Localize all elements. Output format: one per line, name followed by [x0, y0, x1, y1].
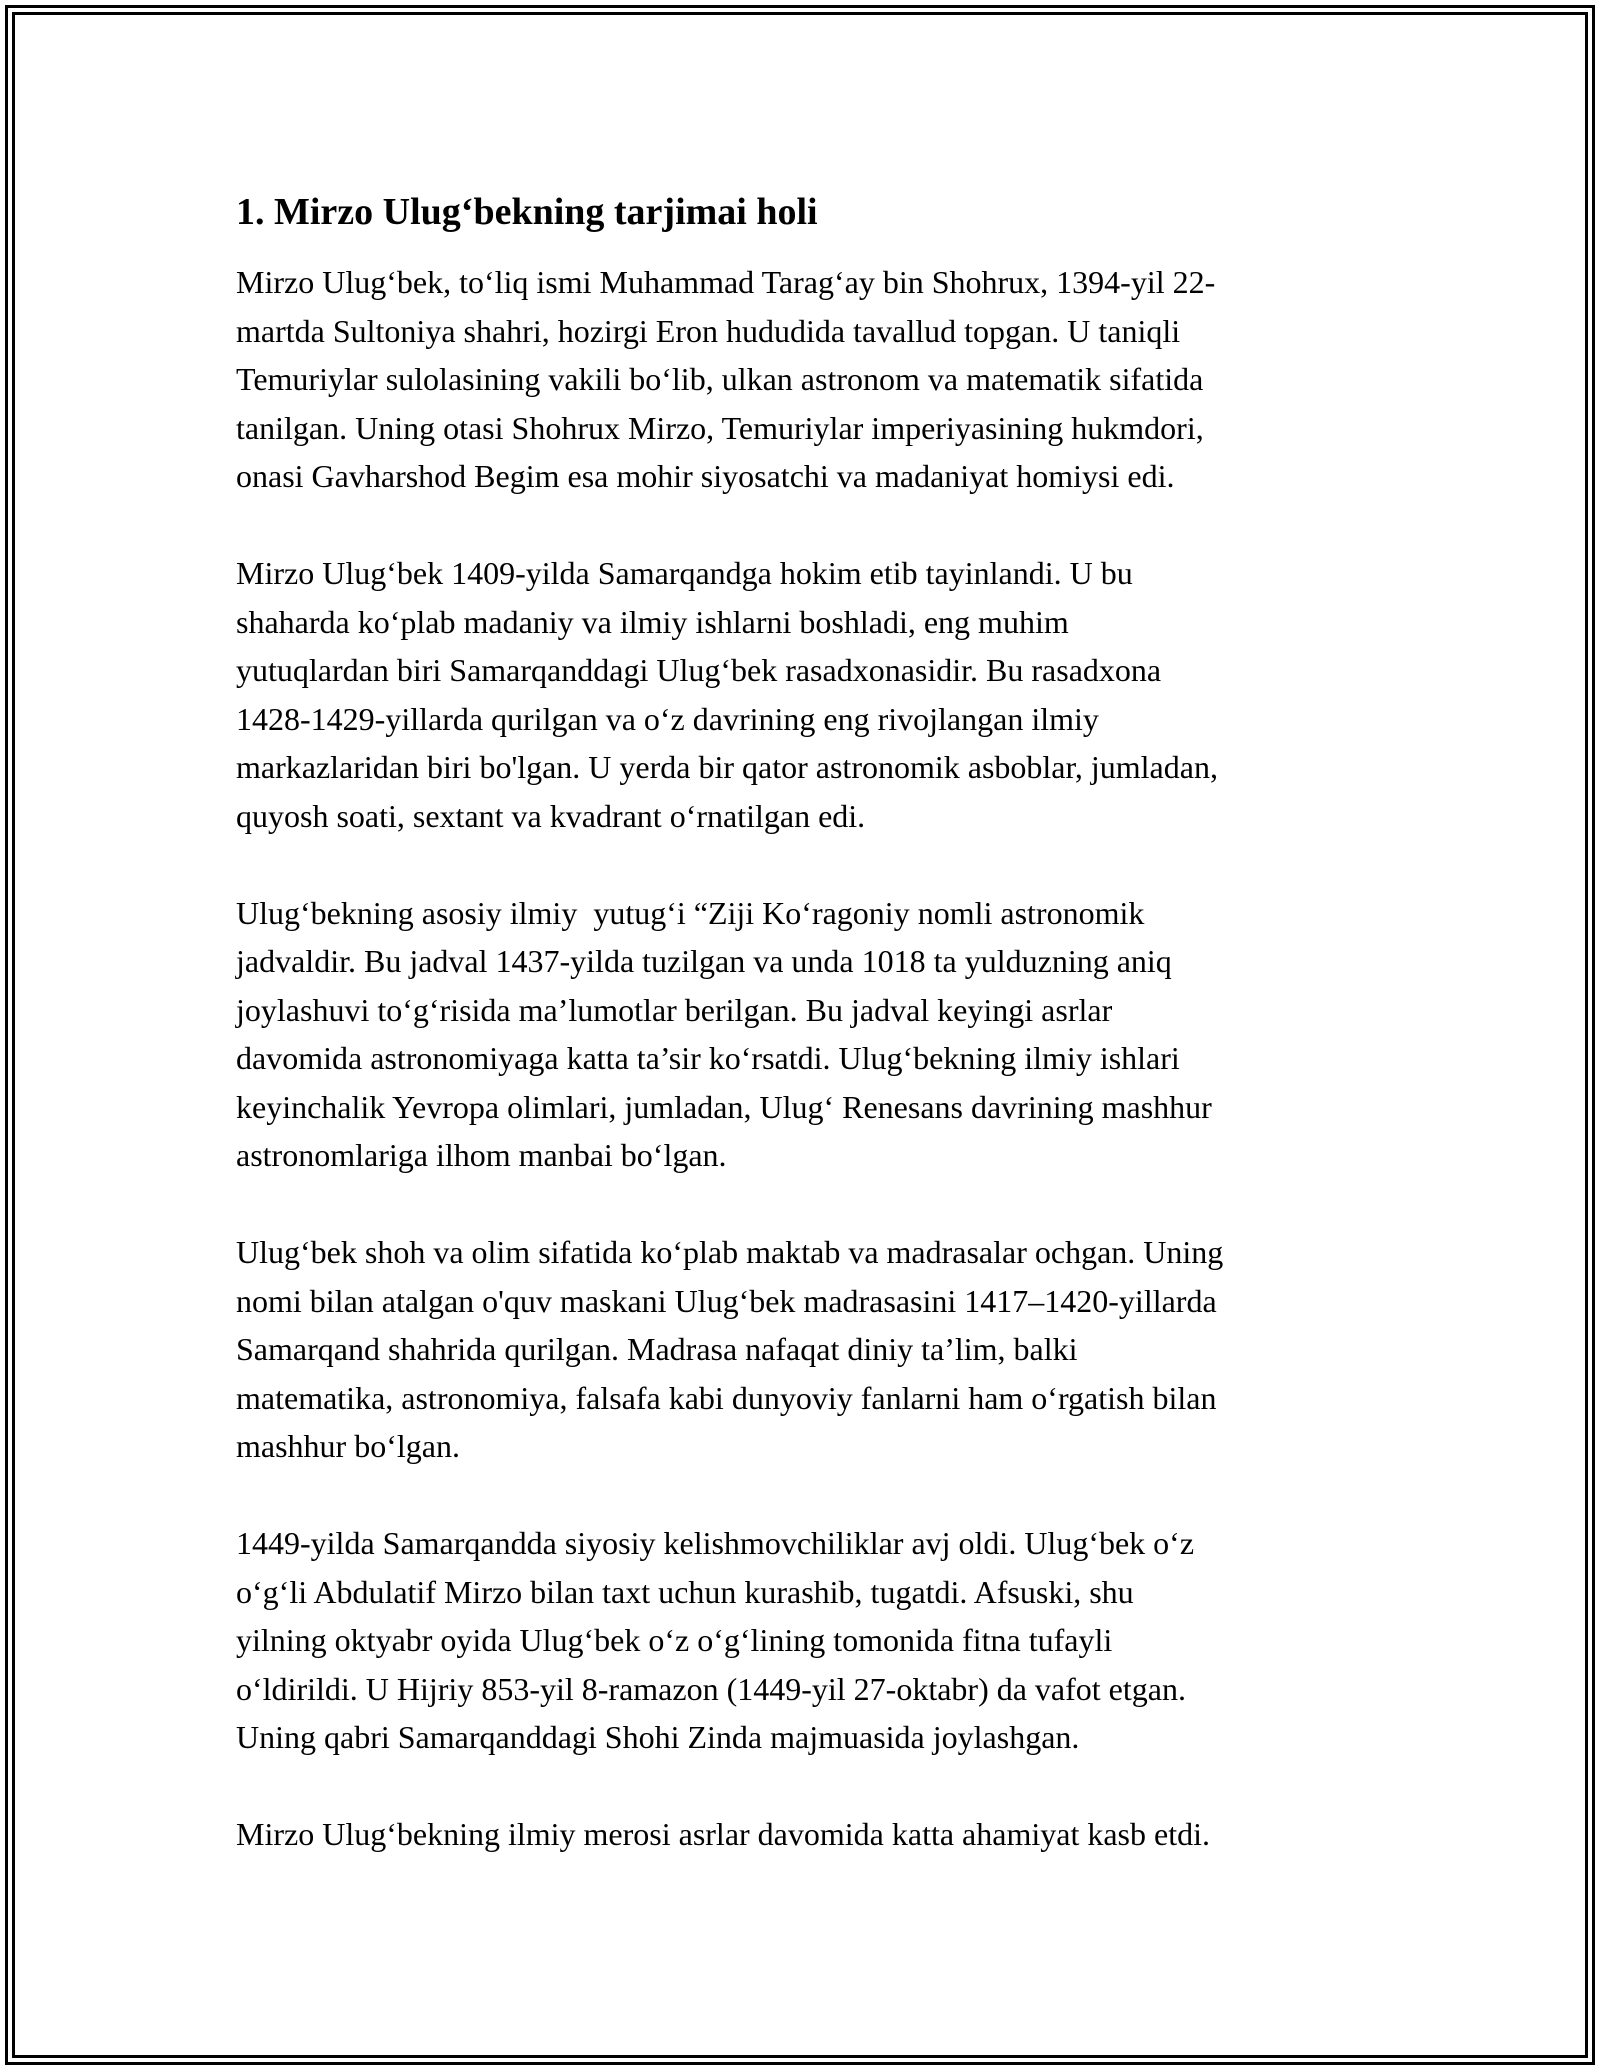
paragraph-madrasa [236, 1228, 1386, 1471]
text-line: yutuqlardan biri Samarqanddagi Ulug‘bek rasadxonasidir. Bu rasadxona [236, 652, 1162, 688]
text-line: 1449-yilda Samarqandda siyosiy kelishmovchiliklar avj oldi. Ulug‘bek o‘z [236, 1525, 1195, 1561]
text-line: o‘ldirildi. U Hijriy 853-yil 8-ramazon (1449-yil 27-oktabr) da vafot etgan. [236, 1670, 1186, 1707]
section-heading: 1. Mirzo Ulug‘bekning tarjimai holi [236, 191, 818, 233]
text-line: shaharda ko‘plab madaniy va ilmiy ishlarni boshladi, eng muhim [236, 603, 1069, 640]
text-line: Mirzo Ulug‘bek 1409-yilda Samarqandga hokim etib tayinlandi. U bu [236, 555, 1133, 591]
text-line: mashhur bo‘lgan. [236, 1428, 460, 1464]
text-line: quyosh soati, sextant va kvadrant o‘rnatilgan edi. [236, 797, 866, 834]
text-line: Uning qabri Samarqanddagi Shohi Zinda majmuasida joylashgan. [236, 1719, 1080, 1755]
paragraph-biography [236, 258, 1386, 501]
text-line: o‘g‘li Abdulatif Mirzo bilan taxt uchun kurashib, tugatdi. Afsuski, shu [236, 1573, 1134, 1610]
text-line: Ulug‘bek shoh va olim sifatida ko‘plab maktab va madrasalar ochgan. Uning [236, 1234, 1224, 1270]
text-line: jadvaldir. Bu jadval 1437-yilda tuzilgan va unda 1018 ta yulduzning aniq [236, 943, 1172, 979]
paragraph-zij [236, 889, 1386, 1180]
text-line: tanilgan. Uning otasi Shohrux Mirzo, Temuriylar imperiyasining hukmdori, [236, 409, 1204, 446]
text-line: Temuriylar sulolasining vakili bo‘lib, ulkan astronom va matematik sifatida [236, 361, 1204, 397]
text-line: nomi bilan atalgan o'quv maskani Ulug‘bek madrasasini 1417–1420-yillarda [236, 1282, 1217, 1319]
paragraph-legacy [236, 1810, 1386, 1859]
text-line: markazlaridan biri bo'lgan. U yerda bir qator astronomik asboblar, jumladan, [236, 749, 1218, 785]
document-body [236, 186, 1386, 1907]
text-line: keyinchalik Yevropa olimlari, jumladan, Ulug‘ Renesans davrining mashhur [236, 1088, 1212, 1125]
text-line: davomida astronomiyaga katta ta’sir ko‘rsatdi. Ulug‘bekning ilmiy ishlari [236, 1040, 1180, 1076]
text-line: matematika, astronomiya, falsafa kabi dunyoviy fanlarni ham o‘rgatish bilan [236, 1379, 1217, 1416]
text-line: martda Sultoniya shahri, hozirgi Eron hududida tavallud topgan. U taniqli [236, 312, 1181, 349]
paragraph-samarkand-governor [236, 549, 1386, 840]
paragraph-death [236, 1519, 1386, 1762]
text-line: onasi Gavharshod Begim esa mohir siyosatchi va madaniyat homiysi edi. [236, 458, 1175, 494]
text-line: 1428-1429-yillarda qurilgan va o‘z davrining eng rivojlangan ilmiy [236, 700, 1099, 737]
text-line: Mirzo Ulug‘bek, to‘liq ismi Muhammad Tarag‘ay bin Shohrux, 1394-yil 22- [236, 264, 1216, 300]
text-line: astronomlariga ilhom manbai bo‘lgan. [236, 1137, 727, 1173]
text-line: Ulug‘bekning asosiy ilmiy yutug‘i “Ziji Ko‘ragoniy nomli astronomik [236, 894, 1145, 931]
text-line: yilning oktyabr oyida Ulug‘bek o‘z o‘g‘lining tomonida fitna tufayli [236, 1622, 1113, 1658]
text-line: Mirzo Ulug‘bekning ilmiy merosi asrlar davomida katta ahamiyat kasb etdi. [236, 1816, 1210, 1852]
text-line: joylashuvi to‘g‘risida ma’lumotlar berilgan. Bu jadval keyingi asrlar [236, 991, 1113, 1028]
text-line: Samarqand shahrida qurilgan. Madrasa nafaqat diniy ta’lim, balki [236, 1331, 1078, 1367]
